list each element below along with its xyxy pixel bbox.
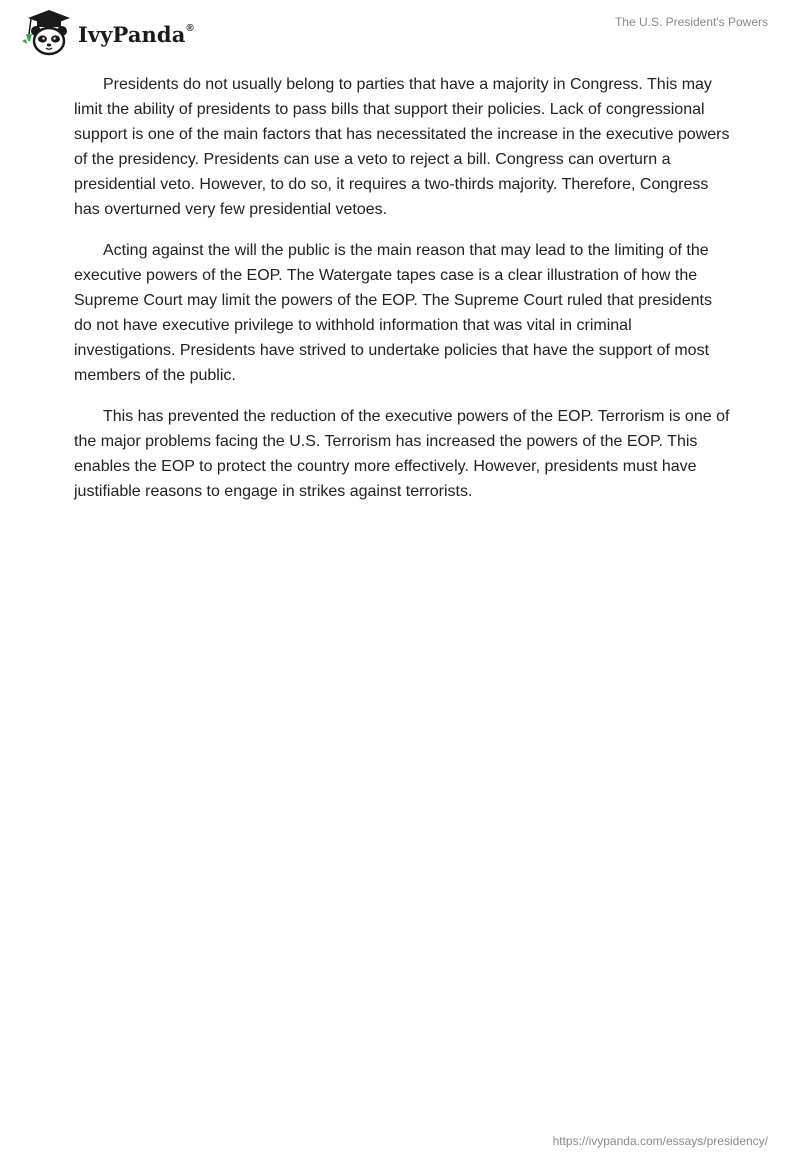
- paragraph: Acting against the will the public is the main reason that may lead to the limiting of the executive powers of the EOP. The Watergate tapes case is a clear illustration of how the Supreme Court may limit the powers of the EOP. The Supreme Court ruled that presidents do not have executive privilege to withhold information that was vital in criminal investigations. Presidents have strived to undertake policies that have the support of most members of the public.: [74, 242, 712, 384]
- brand-logo[interactable]: [14, 8, 194, 56]
- source-url-link[interactable]: https://ivypanda.com/essays/presidency/: [552, 1134, 768, 1148]
- paragraph: This has prevented the reduction of the executive powers of the EOP. Terrorism is one of the major problems facing the U.S. Terrorism has increased the powers of the EOP. This enables the EOP to protect the country more effectively. However, presidents must have justifiable reasons to engage in strikes against terrorists.: [74, 408, 730, 500]
- panda-graduate-icon: [14, 8, 76, 56]
- registered-mark: ®: [186, 22, 194, 34]
- brand-wordmark: [78, 22, 194, 47]
- paragraph: Presidents do not usually belong to parties that have a majority in Congress. This may limit the ability of presidents to pass bills that support their policies. Lack of congressional support is one of the main factors that has necessitated the increase in the executive powers of the presidency. Presidents can use a veto to reject a bill. Congress can overturn a presidential veto. However, to do so, it requires a two-thirds majority. Therefore, Congress has overturned very few presidential vetoes.: [74, 76, 730, 218]
- brand-name: IvyPanda: [78, 21, 186, 47]
- essay-body: [74, 72, 730, 520]
- running-title: The U.S. President's Powers: [614, 15, 768, 29]
